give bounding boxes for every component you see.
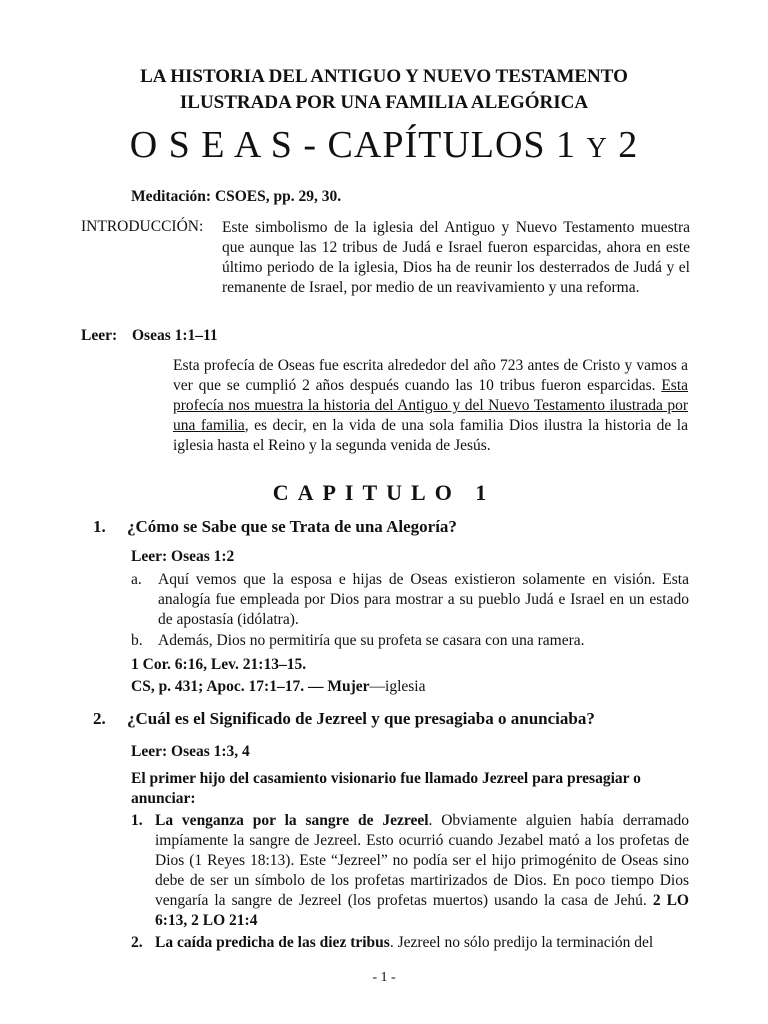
- list-item-text: [155, 811, 689, 931]
- list-item-text: Además, Dios no permitiría que su profeta se casara con una ramera.: [158, 632, 585, 649]
- chapter-heading: CAPITULO 1: [272, 480, 496, 505]
- leer-main: [81, 327, 218, 345]
- para1-underlined: Esta profecía nos muestra la historia del Antiguo y del Nuevo Testamento ilustrada por una familia: [173, 377, 688, 434]
- para1-part1: Esta profecía de Oseas fue escrita alrededor del año 723 antes de Cristo y vamos a ver que se cumplió 2 años después cuando las 10 tribus fueron esparcidas.: [173, 357, 688, 394]
- list-item-bold: La caída predicha de las diez tribus: [155, 934, 390, 951]
- list-item: [131, 570, 689, 630]
- list-item: [131, 933, 689, 953]
- intro-paragraph: [173, 356, 688, 456]
- reference-line-2-normal: —iglesia: [369, 678, 426, 695]
- list-item-marker: 1.: [131, 812, 143, 829]
- list-item: [131, 631, 689, 651]
- list-item: [131, 811, 689, 931]
- list-item-body: . Obviamente alguien había derramado impíamente la sangre de Jezreel. Esto ocurrió cuando Jezabel mató a los profetas de Dios (1 Reyes 18:13). Este “Jezreel” no podía ser el hijo primogénito de Oseas sino debe de ser un símbolo de los profetas martirizados de Dios. En poco tiempo Dios vengaría la sangre de Jezreel (los profetas muertos) usando la casa de Jehú.: [155, 812, 689, 909]
- reference-line-1: 1 Cor. 6:16, Lev. 21:13–15.: [131, 656, 307, 673]
- title-y: Y: [586, 133, 608, 164]
- question-1-leer: Leer: Oseas 1:2: [131, 548, 235, 565]
- list-item-tail: 2 LO 6:13, 2 LO 21:4: [155, 892, 689, 929]
- page-number: - 1 -: [372, 970, 396, 985]
- header-line-1: LA HISTORIA DEL ANTIGUO Y NUEVO TESTAMENTO: [140, 66, 628, 87]
- leer-main-label: Leer:: [81, 327, 118, 344]
- question-2-leer: Leer: Oseas 1:3, 4: [131, 743, 250, 760]
- list-item-body: . Jezreel no sólo predijo la terminación del: [389, 934, 654, 951]
- question-1-number: 1.: [93, 517, 106, 536]
- list-item-marker: 2.: [131, 934, 143, 951]
- question-2-text: ¿Cuál es el Significado de Jezreel y que presagiaba o anunciaba?: [127, 709, 595, 728]
- meditacion-line: Meditación: CSOES, pp. 29, 30.: [131, 188, 342, 205]
- list-item-marker: a.: [131, 571, 142, 588]
- list-item-text: Aquí vemos que la esposa e hijas de Oseas existieron solamente en visión. Esta analogía fue empleada por Dios para mostrar a su pueblo Judá e Israel en un estado de apostasía (idólatra).: [158, 571, 689, 628]
- list-item-bold: La venganza por la sangre de Jezreel: [155, 812, 429, 829]
- question-1-text: ¿Cómo se Sabe que se Trata de una Alegoría?: [127, 517, 457, 536]
- reference-line-2: [131, 678, 426, 696]
- list-item-marker: b.: [131, 632, 143, 649]
- intro-label: INTRODUCCIÓN:: [81, 218, 204, 235]
- header-line-2: ILUSTRADA POR UNA FAMILIA ALEGÓRICA: [179, 92, 589, 113]
- question-2-number: 2.: [93, 709, 106, 728]
- intro-text: Este simbolismo de la iglesia del Antiguo y Nuevo Testamento muestra que aunque las 12 tribus de Judá e Israel fueron esparcidas, ahora en este último periodo de la iglesia, Dios ha de reunir los desterrados de Judá y el remanente de Israel, por medio de un reavivamiento y una reforma.: [222, 219, 690, 296]
- reference-line-2-bold: CS, p. 431; Apoc. 17:1–17. — Mujer: [131, 678, 370, 695]
- leer-main-ref: Oseas 1:1–11: [132, 327, 218, 344]
- question-2-lead: El primer hijo del casamiento visionario fue llamado Jezreel para presagiar o anunciar:: [131, 770, 641, 807]
- para1-part2: , es decir, en la vida de una sola familia Dios ilustra la historia de la iglesia hasta el Reino y la segunda venida de Jesús.: [173, 417, 688, 454]
- title-end: 2: [618, 124, 639, 166]
- title-main: O S E A S - CAPÍTULOS 1: [129, 124, 577, 166]
- list-item-text: [155, 933, 689, 953]
- document-title: [0, 122, 768, 172]
